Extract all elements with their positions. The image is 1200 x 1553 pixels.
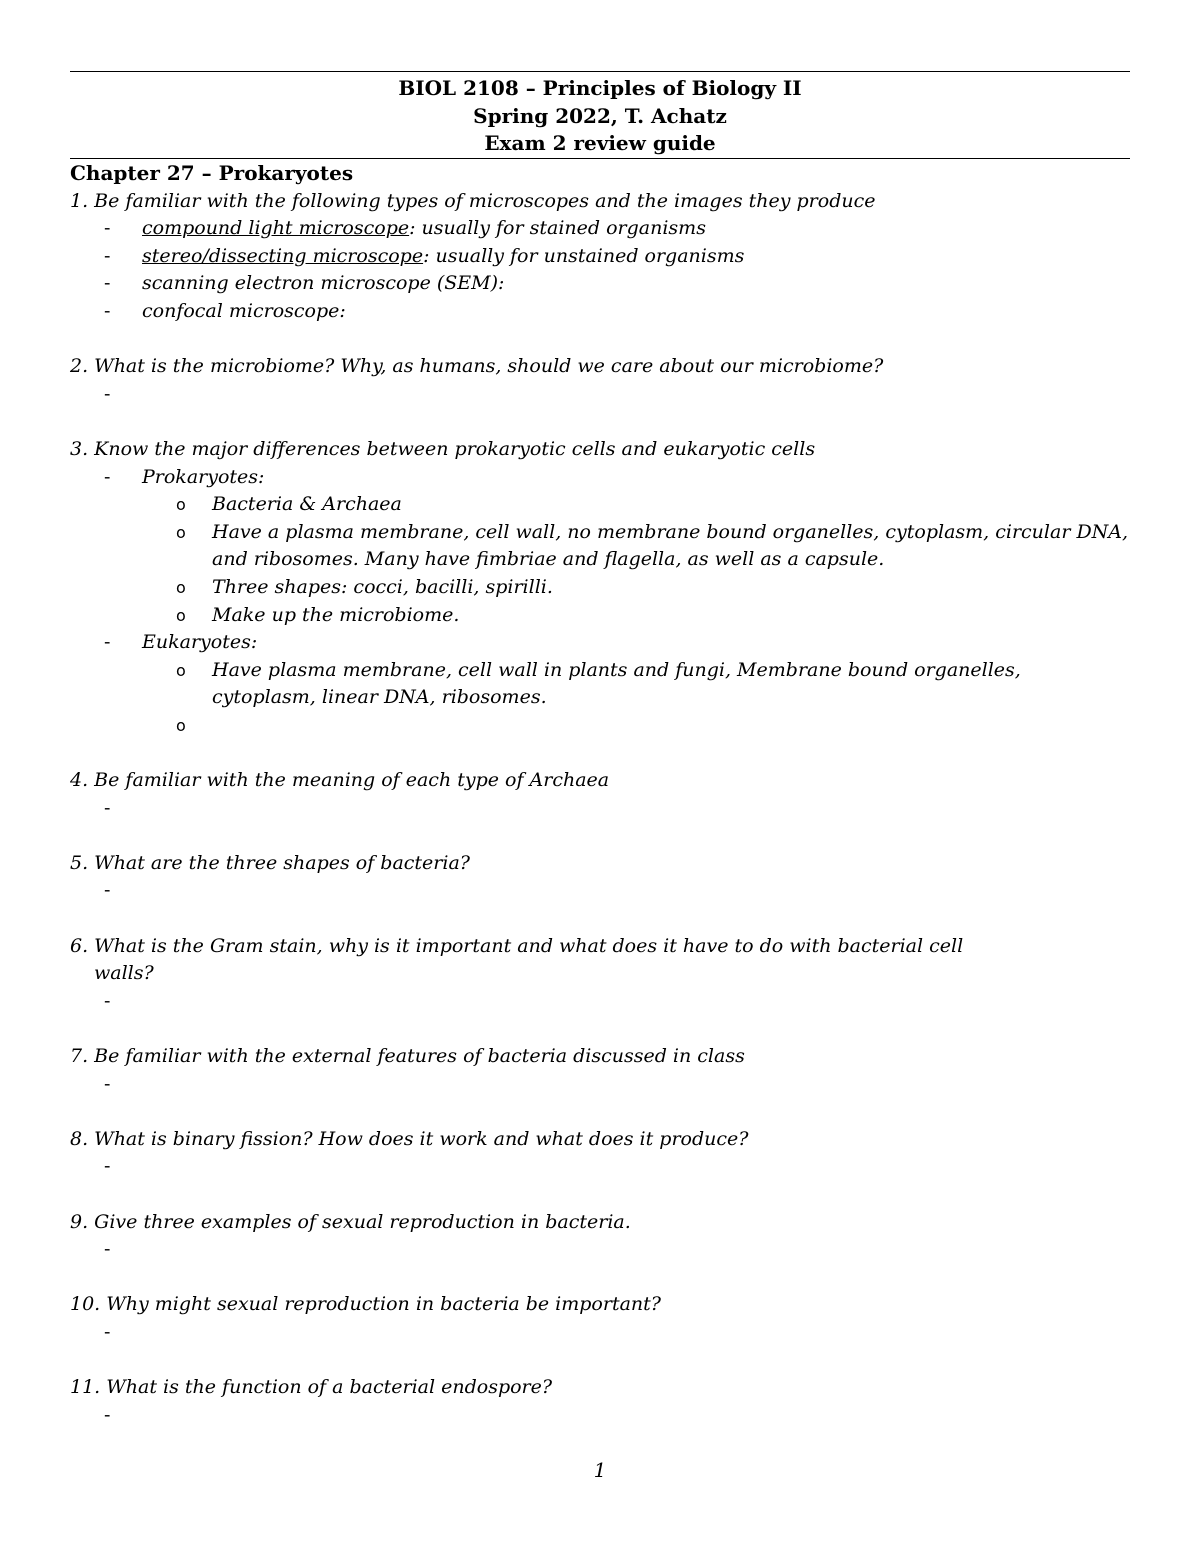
question-9: 9. Give three examples of sexual reproduction in bacteria. [70,1210,631,1233]
dash-marker: - [104,879,111,902]
question-4-answer [70,795,1130,823]
circle-marker: o [176,577,186,597]
list-item: o Have plasma membrane, cell wall in plants and fungi, Membrane bound organelles, cytoplasm, linear DNA, ribosomes. [176,658,1021,709]
question-3: 3. Know the major differences between prokaryotic cells and eukaryotic cells [70,437,816,460]
dash-marker: - [104,299,111,322]
list-item [70,1153,1130,1181]
question-9-answer [70,1236,1130,1264]
circle-marker: o [176,715,186,735]
microscope-desc: : usually for unstained organisms [423,244,745,267]
dash-marker: - [104,1238,111,1261]
document-body [70,160,1130,1429]
dash-marker: - [104,989,111,1012]
dash-marker: - [104,465,111,488]
header-top-rule [70,71,1130,72]
question-11-answer [70,1402,1130,1430]
dash-marker: - [104,244,111,267]
list-item [70,629,1130,739]
question-2: 2. What is the microbiome? Why, as humans, should we care about our microbiome? [70,355,884,378]
question-7-answer [70,1071,1130,1099]
list-item [70,215,1130,243]
eukaryotes-list [142,657,1130,740]
header-bottom-rule [70,158,1130,159]
circle-marker: o [176,522,186,542]
microscope-desc: : usually for stained organisms [409,217,706,240]
course-title: BIOL 2108 – Principles of Biology II [398,76,802,100]
prokaryotes-label: Prokaryotes: [142,465,265,488]
microscope-term: compound light microscope [142,217,410,240]
list-item: o Have a plasma membrane, cell wall, no membrane bound organelles, cytoplasm, circular DNA, and ribosomes. Many have fimbriae and flagella, as well as a capsule. [176,520,1129,571]
question-5: 5. What are the three shapes of bacteria? [70,851,470,874]
microscope-item: scanning electron microscope (SEM): [142,272,505,295]
list-item [70,1402,1130,1430]
list-item [70,1236,1130,1264]
dash-marker: - [104,1403,111,1426]
question-10-answer [70,1319,1130,1347]
document-header [70,75,1130,158]
dash-marker: - [104,1072,111,1095]
list-item [70,243,1130,271]
dash-marker: - [104,631,111,654]
page-number: 1 [593,1458,607,1482]
list-item: o Bacteria & Archaea [70,491,1130,519]
prokaryotes-list [142,491,1130,629]
circle-marker: o [176,495,186,515]
list-item: o Make up the microbiome. [70,602,1130,630]
question-5-answer [70,877,1130,905]
list-item [70,795,1130,823]
term-instructor: Spring 2022, T. Achatz [473,103,727,128]
question-10: 10. Why might sexual reproduction in bacteria be important? [70,1293,661,1316]
dash-marker: - [104,1320,111,1343]
list-item [70,270,1130,298]
list-item [70,1071,1130,1099]
chapter-heading: Chapter 27 – Prokaryotes [70,161,354,185]
question-3-list [70,464,1130,740]
dash-marker: - [104,796,111,819]
question-1: 1. Be familiar with the following types of microscopes and the images they produce [70,189,876,212]
dash-marker: - [104,272,111,295]
question-2-answer [70,381,1130,409]
list-item [70,712,1130,740]
list-item [70,988,1130,1016]
list-item [70,298,1130,326]
list-item [70,381,1130,409]
question-7: 7. Be familiar with the external features of bacteria discussed in class [70,1045,745,1067]
dash-marker: - [104,1155,111,1178]
question-1-list [70,215,1130,325]
microscope-term: stereo/dissecting microscope [142,244,424,267]
eukaryotes-label: Eukaryotes: [142,631,258,654]
question-4: 4. Be familiar with the meaning of each type of Archaea [70,769,610,792]
list-item [70,877,1130,905]
dash-marker: - [104,217,111,240]
list-item [70,464,1130,630]
circle-marker: o [176,605,186,625]
dash-marker: - [104,382,111,405]
question-6-answer [70,988,1130,1016]
microscope-item: confocal microscope: [142,299,346,322]
question-11: 11. What is the function of a bacterial endospore? [70,1376,553,1399]
list-item [70,1319,1130,1347]
question-8: 8. What is binary fission? How does it work and what does it produce? [70,1127,749,1150]
circle-marker: o [176,660,186,680]
question-6: 6. What is the Gram stain, why is it important and what does it have to do with bacterial cell walls? [70,934,964,985]
question-8-answer [70,1153,1130,1181]
guide-title: Exam 2 review guide [484,131,716,155]
list-item: o Three shapes: cocci, bacilli, spirilli. [70,574,1130,602]
